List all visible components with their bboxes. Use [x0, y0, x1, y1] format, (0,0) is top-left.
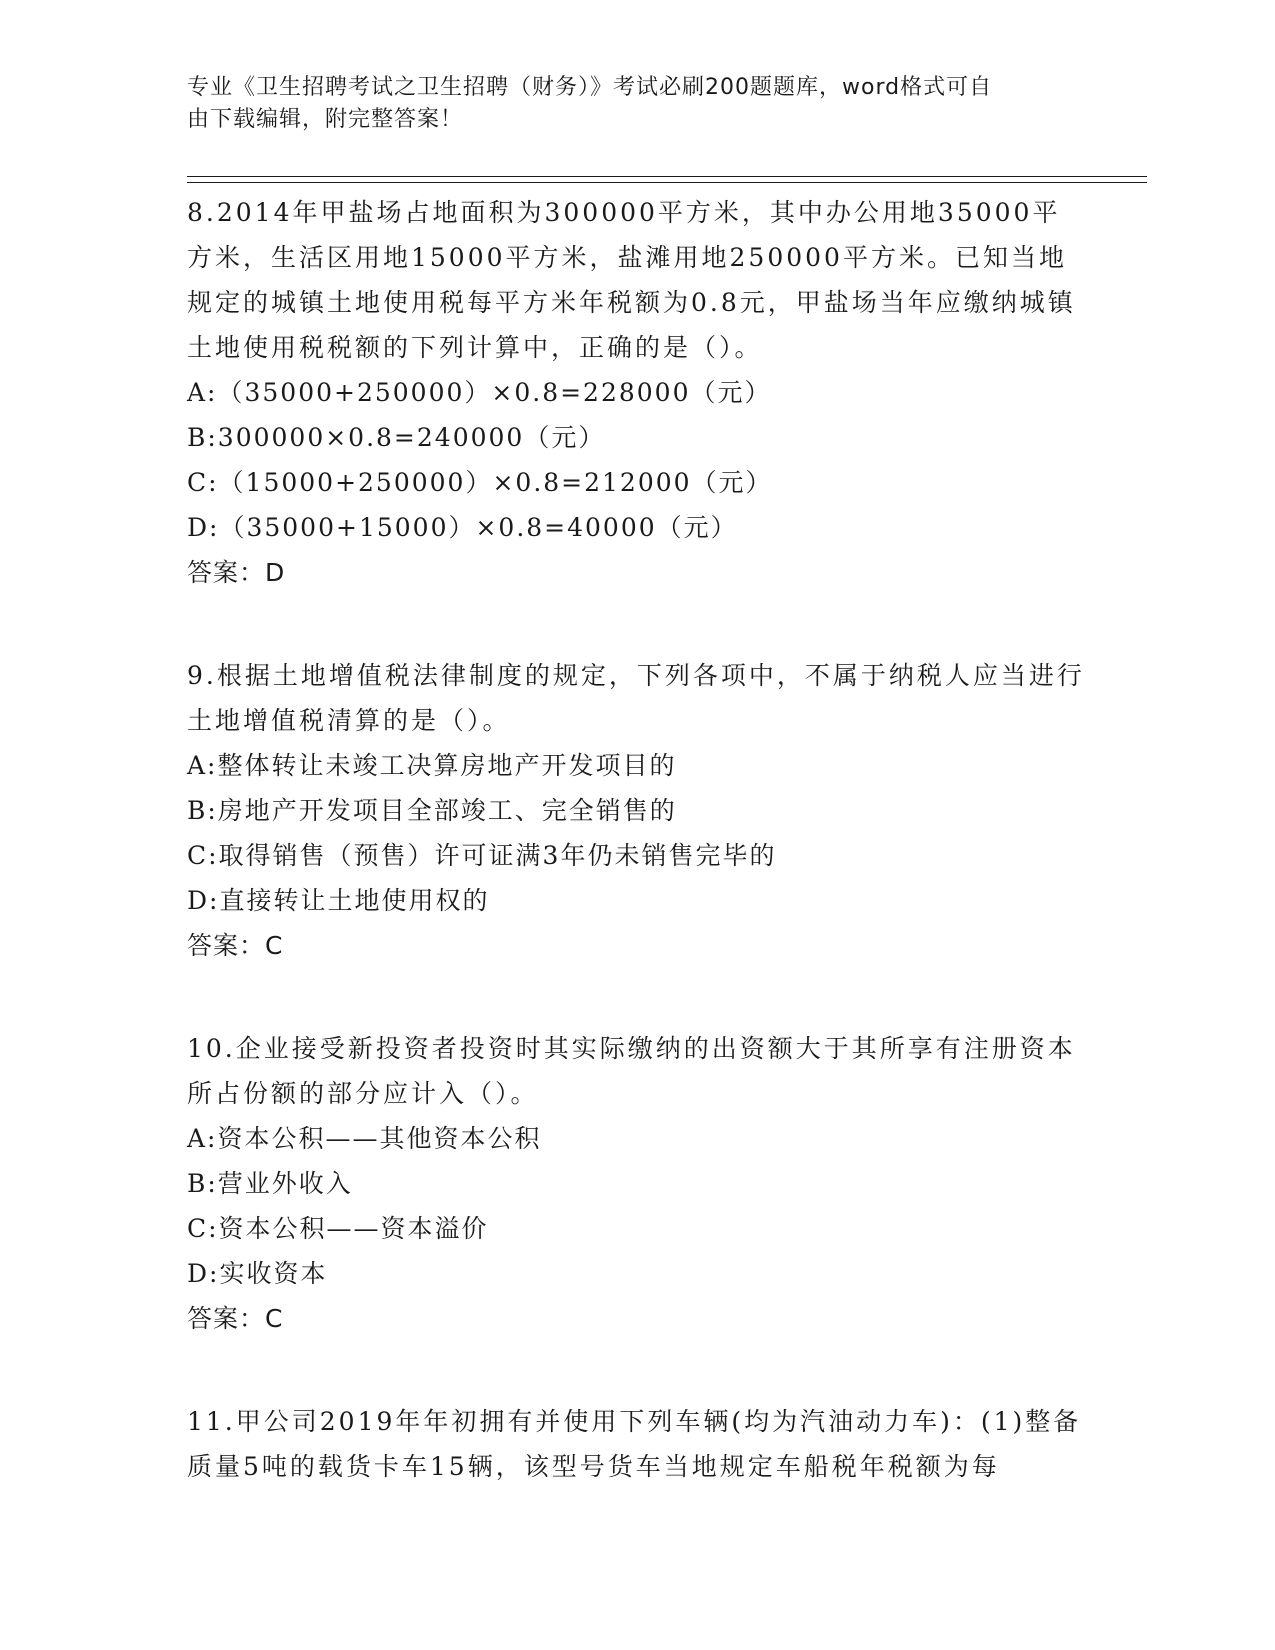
option-b: B:300000×0.8=240000（元）: [187, 423, 606, 452]
question-list: [187, 190, 1087, 1547]
header-line-2: 由下载编辑，附完整答案！: [187, 107, 464, 132]
header-rule-bottom: [187, 182, 1147, 183]
question-text: 8.2014年甲盐场占地面积为300000平方米，其中办公用地35000平方米，生活区用地15000平方米，盐滩用地250000平方米。已知当地规定的城镇土地使用税每平方米年税额为0.8元，甲盐场当年应缴纳城镇土地使用税税额的下列计算中，正确的是（）。: [187, 198, 1076, 362]
question-text: 9.根据土地增值税法律制度的规定，下列各项中，不属于纳税人应当进行土地增值税清算的是（）。: [187, 661, 1085, 735]
question-text: 11.甲公司2019年年初拥有并使用下列车辆(均为汽油动力车)：(1)整备质量5吨的载货卡车15辆，该型号货车当地规定车船税年税额为每: [187, 1407, 1082, 1481]
answer: 答案：D: [187, 558, 286, 587]
question-11: [187, 1399, 1087, 1489]
option-c: C:（15000+250000）×0.8=212000（元）: [187, 468, 773, 497]
option-d: D:直接转让土地使用权的: [187, 886, 490, 915]
option-b: B:营业外收入: [187, 1169, 353, 1198]
question-8: [187, 190, 1087, 595]
option-b: B:房地产开发项目全部竣工、完全销售的: [187, 796, 677, 825]
option-d: D:实收资本: [187, 1259, 328, 1288]
option-a: A:（35000+250000）×0.8=228000（元）: [187, 378, 772, 407]
header-rule-top: [187, 176, 1147, 177]
question-9: [187, 653, 1087, 968]
answer: 答案：C: [187, 931, 284, 960]
header-line-1: 专业《卫生招聘考试之卫生招聘（财务）》考试必刷200题题库，word格式可自: [187, 75, 993, 100]
option-a: A:资本公积——其他资本公积: [187, 1124, 542, 1153]
option-c: C:取得销售（预售）许可证满3年仍未销售完毕的: [187, 841, 777, 870]
option-a: A:整体转让未竣工决算房地产开发项目的: [187, 751, 677, 780]
document-header: [187, 72, 1067, 136]
option-d: D:（35000+15000）×0.8=40000（元）: [187, 513, 738, 542]
answer: 答案：C: [187, 1304, 284, 1333]
question-text: 10.企业接受新投资者投资时其实际缴纳的出资额大于其所享有注册资本所占份额的部分应计入（）。: [187, 1034, 1076, 1108]
option-c: C:资本公积——资本溢价: [187, 1214, 489, 1243]
question-10: [187, 1026, 1087, 1341]
